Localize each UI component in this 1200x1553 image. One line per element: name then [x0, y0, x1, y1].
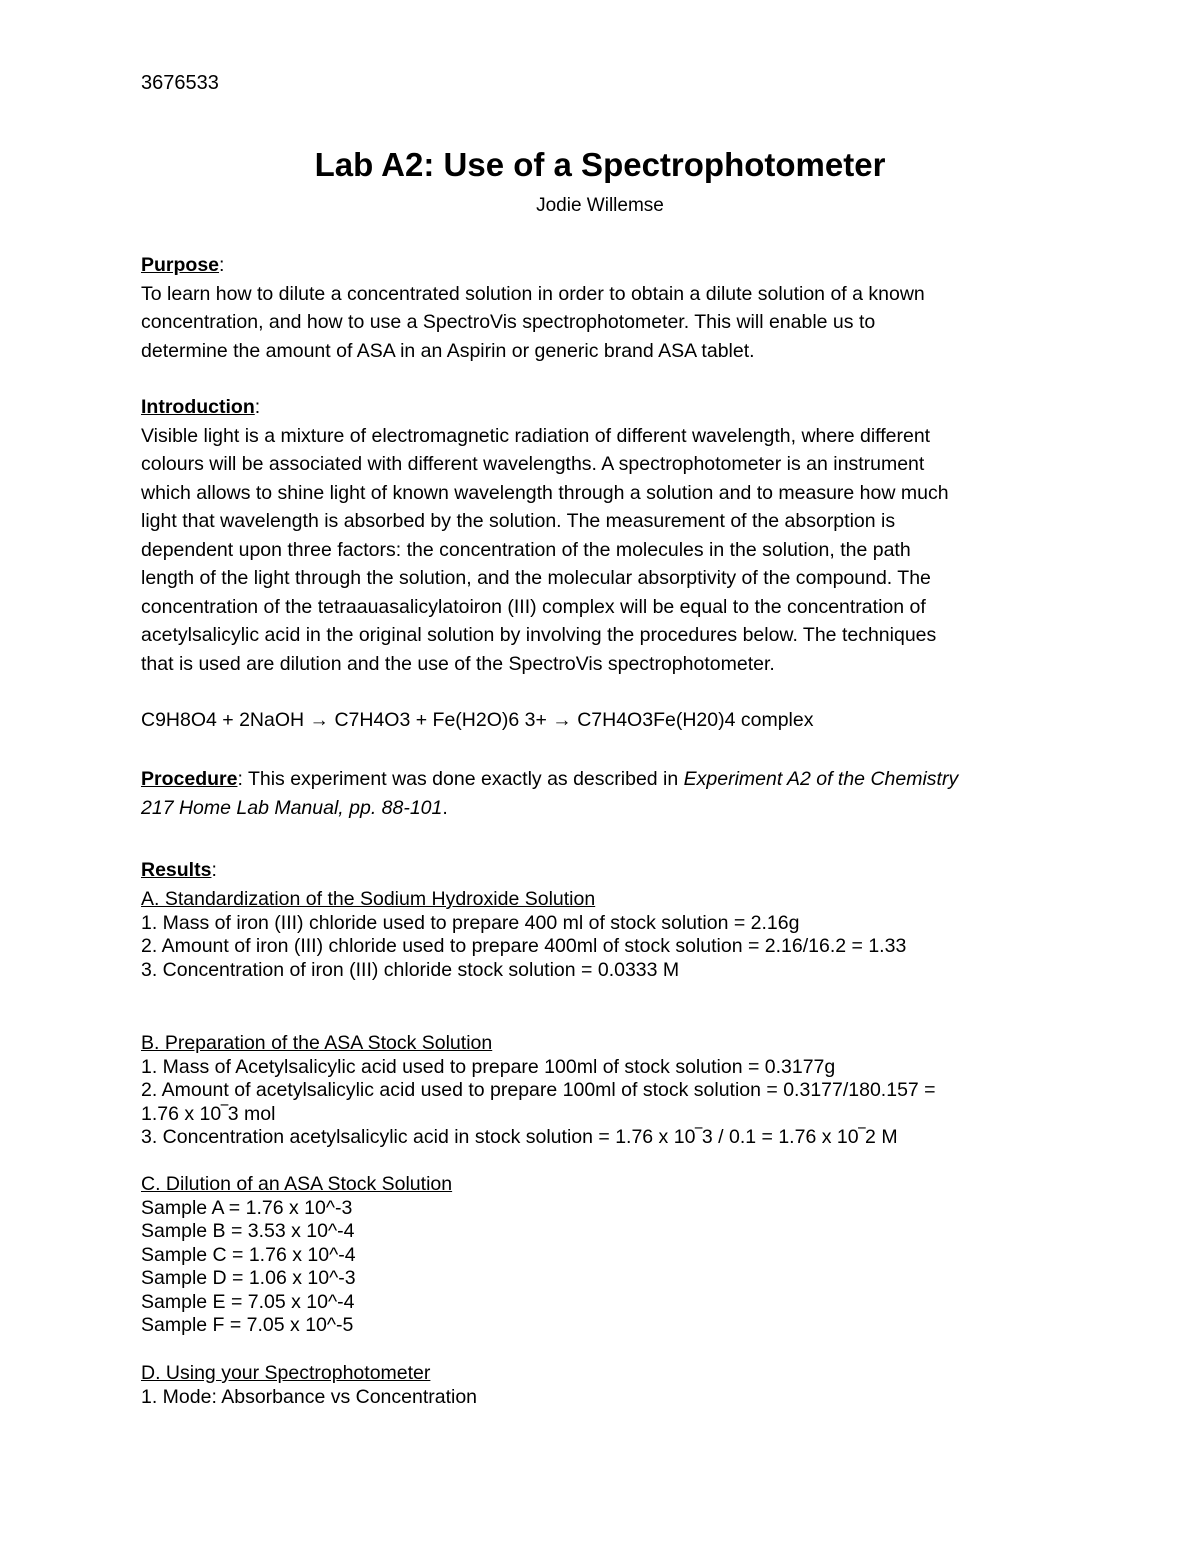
introduction-line: dependent upon three factors: the concentration of the molecules in the solution, the path	[141, 538, 911, 561]
introduction-heading: Introduction	[141, 396, 255, 418]
procedure-reference: Experiment A2 of the Chemistry	[683, 768, 959, 790]
sample-item: Sample F = 7.05 x 10^-5	[141, 1314, 354, 1336]
introduction-line: Visible light is a mixture of electromagnetic radiation of different wavelength, where different	[141, 424, 931, 447]
introduction-line: colours will be associated with different wavelengths. A spectrophotometer is an instrument	[141, 453, 925, 475]
author-name: Jodie Willemse	[536, 195, 664, 216]
results-heading: Results	[141, 859, 212, 881]
introduction-line: light that wavelength is absorbed by the solution. The measurement of the absorption is	[141, 510, 896, 532]
sample-item: Sample E = 7.05 x 10^-4	[141, 1290, 355, 1313]
section-a-item: 2. Amount of iron (III) chloride used to prepare 400ml of stock solution = 2.16/16.2 = 1.33	[141, 935, 907, 957]
sample-item: Sample A = 1.76 x 10^-3	[141, 1196, 353, 1219]
section-a-title: A. Standardization of the Sodium Hydroxide Solution	[141, 888, 596, 910]
introduction-line: length of the light through the solution, and the molecular absorptivity of the compound. The	[141, 567, 931, 589]
section-c-title: C. Dilution of an ASA Stock Solution	[141, 1173, 453, 1195]
procedure-end: .	[442, 796, 448, 819]
purpose-heading: Purpose	[141, 254, 220, 276]
introduction-line: which allows to shine light of known wavelength through a solution and to measure how much	[141, 481, 949, 504]
section-a-item: 3. Concentration of iron (III) chloride stock solution = 0.0333 M	[141, 958, 680, 981]
introduction-line: that is used are dilution and the use of the SpectroVis spectrophotometer.	[141, 652, 775, 675]
section-b-item: 3. Concentration acetylsalicylic acid in stock solution = 1.76 x 10‾3 / 0.1 = 1.76 x 10‾2 M	[141, 1126, 898, 1148]
results-section-d	[141, 1362, 1061, 1409]
procedure-reference: 217 Home Lab Manual, pp. 88-101	[141, 796, 443, 819]
sample-item: Sample B = 3.53 x 10^-4	[141, 1220, 355, 1242]
purpose-line: concentration, and how to use a SpectroVis spectrophotometer. This will enable us to	[141, 311, 876, 333]
section-a-item: 1. Mass of iron (III) chloride used to prepare 400 ml of stock solution = 2.16g	[141, 911, 800, 934]
sample-item: Sample D = 1.06 x 10^-3	[141, 1267, 356, 1289]
results-colon: :	[211, 859, 217, 881]
page-title: Lab A2: Use of a Spectrophotometer	[314, 146, 886, 183]
procedure-text: This experiment was done exactly as described in	[242, 768, 684, 790]
section-b-item: 2. Amount of acetylsalicylic acid used to prepare 100ml of stock solution = 0.3177/180.157 =	[141, 1079, 936, 1101]
introduction-line: acetylsalicylic acid in the original solution by involving the procedures below. The techniques	[141, 624, 937, 646]
introduction-line: concentration of the tetraauasalicylatoiron (III) complex will be equal to the concentration of	[141, 595, 926, 618]
results-heading-line	[141, 856, 1061, 885]
page-id: 3676533	[141, 72, 219, 94]
section-b-item: 1. Mass of Acetylsalicylic acid used to prepare 100ml of stock solution = 0.3177g	[141, 1055, 836, 1078]
results-section-b	[141, 1032, 1061, 1150]
purpose-line: To learn how to dilute a concentrated solution in order to obtain a dilute solution of a known	[141, 282, 925, 305]
introduction-colon: :	[254, 396, 261, 418]
section-b-item: 1.76 x 10‾3 mol	[141, 1102, 276, 1125]
results-section-a	[141, 888, 1061, 982]
procedure-heading: Procedure	[141, 768, 238, 790]
introduction-section	[141, 393, 1061, 678]
section-b-title: B. Preparation of the ASA Stock Solution	[141, 1032, 493, 1054]
section-d-item: 1. Mode: Absorbance vs Concentration	[141, 1385, 478, 1408]
procedure-colon: :	[237, 768, 243, 790]
sample-item: Sample C = 1.76 x 10^-4	[141, 1243, 356, 1266]
purpose-colon: :	[219, 254, 225, 276]
purpose-section	[141, 251, 1061, 365]
section-d-title: D. Using your Spectrophotometer	[141, 1362, 431, 1384]
procedure-section	[141, 765, 1061, 822]
purpose-line: determine the amount of ASA in an Aspirin or generic brand ASA tablet.	[141, 339, 755, 362]
results-section-c	[141, 1173, 1061, 1338]
reaction-equation: C9H8O4 + 2NaOH → C7H4O3 + Fe(H2O)6 3+ → C7H4O3Fe(H20)4 complex	[141, 709, 814, 731]
